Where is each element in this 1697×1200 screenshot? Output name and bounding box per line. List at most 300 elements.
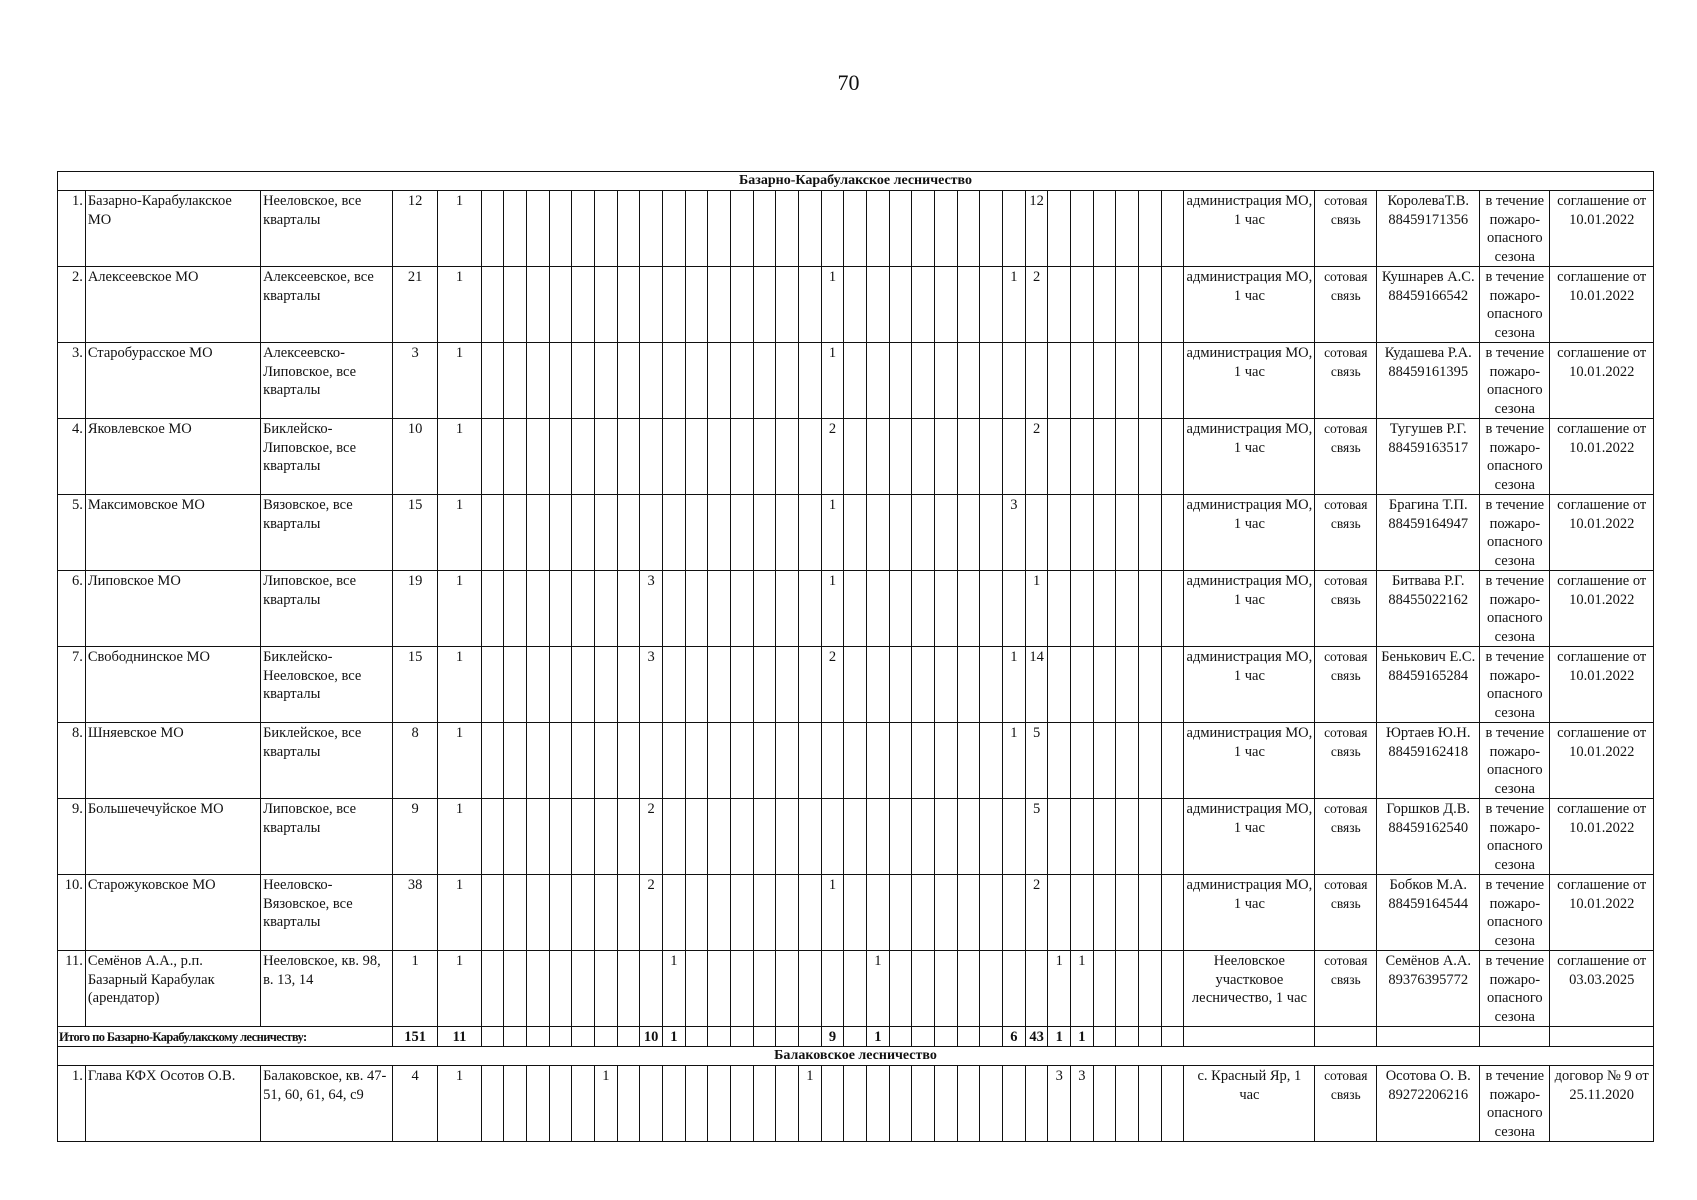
total-cell <box>617 1027 640 1047</box>
readiness-period: в течение пожаро-опасного сезона <box>1480 799 1550 875</box>
dispatch-org: администрация МО, 1 час <box>1184 419 1315 495</box>
equipment-cell <box>1093 951 1116 1027</box>
equipment-cell <box>549 799 572 875</box>
equipment-cell <box>594 951 617 1027</box>
equipment-cell <box>912 343 935 419</box>
equipment-cell <box>776 343 799 419</box>
equipment-cell <box>663 571 686 647</box>
section-header <box>58 172 1654 191</box>
equipment-cell <box>1139 419 1162 495</box>
equipment-cell <box>980 191 1003 267</box>
communication-type: сотовая связь <box>1315 191 1377 267</box>
equipment-cell <box>617 647 640 723</box>
equipment-cell <box>640 723 663 799</box>
people-count: 10 <box>393 419 438 495</box>
equipment-cell <box>1025 343 1048 419</box>
equipment-cell <box>549 267 572 343</box>
equipment-cell <box>957 1066 980 1142</box>
contact-person <box>1377 571 1480 647</box>
equipment-cell <box>1003 799 1026 875</box>
equipment-cell <box>617 799 640 875</box>
equipment-cell <box>708 875 731 951</box>
equipment-cell <box>912 1066 935 1142</box>
section-title: Базарно-Карабулакское лесничество <box>58 172 1654 191</box>
equipment-cell <box>1116 647 1139 723</box>
equipment-cell <box>844 419 867 495</box>
total-cell <box>844 1027 867 1047</box>
equipment-cell <box>481 343 504 419</box>
equipment-cell <box>1048 799 1071 875</box>
location: Биклейское, все кварталы <box>261 723 393 799</box>
location: Биклейско-Липовское, все кварталы <box>261 419 393 495</box>
table-row <box>58 419 1654 495</box>
equipment-cell <box>844 875 867 951</box>
equipment-cell <box>1116 799 1139 875</box>
equipment-cell <box>912 495 935 571</box>
equipment-cell <box>1048 495 1071 571</box>
equipment-cell <box>799 191 822 267</box>
total-row <box>58 1027 1654 1047</box>
equipment-cell: 2 <box>640 799 663 875</box>
row-number: 7. <box>58 647 86 723</box>
equipment-cell <box>1093 723 1116 799</box>
readiness-period: в течение пожаро-опасного сезона <box>1480 419 1550 495</box>
equipment-cell <box>1161 419 1184 495</box>
equipment-cell <box>549 495 572 571</box>
equipment-cell <box>617 191 640 267</box>
unit-count: 1 <box>438 799 481 875</box>
equipment-cell <box>799 875 822 951</box>
equipment-cell <box>844 343 867 419</box>
equipment-cell <box>594 875 617 951</box>
equipment-cell <box>1048 647 1071 723</box>
equipment-cell <box>889 343 912 419</box>
equipment-cell <box>935 571 958 647</box>
equipment-cell <box>912 951 935 1027</box>
location: Алексеевское, все кварталы <box>261 267 393 343</box>
equipment-cell <box>481 267 504 343</box>
equipment-cell <box>572 191 595 267</box>
equipment-cell <box>526 875 549 951</box>
total-cell <box>980 1027 1003 1047</box>
dispatch-org: администрация МО, 1 час <box>1184 571 1315 647</box>
equipment-cell <box>1003 191 1026 267</box>
equipment-cell: 1 <box>1003 267 1026 343</box>
equipment-cell <box>935 875 958 951</box>
section-title: Балаковское лесничество <box>58 1047 1654 1066</box>
equipment-cell <box>708 647 731 723</box>
equipment-cell <box>594 495 617 571</box>
equipment-cell: 3 <box>1048 1066 1071 1142</box>
people-count: 21 <box>393 267 438 343</box>
equipment-cell <box>617 267 640 343</box>
equipment-cell <box>821 723 844 799</box>
equipment-cell <box>481 1066 504 1142</box>
equipment-cell <box>572 647 595 723</box>
people-count: 15 <box>393 647 438 723</box>
equipment-cell: 14 <box>1025 647 1048 723</box>
equipment-cell <box>799 647 822 723</box>
equipment-cell <box>957 723 980 799</box>
equipment-cell <box>867 495 890 571</box>
equipment-cell <box>776 267 799 343</box>
unit-count: 1 <box>438 875 481 951</box>
equipment-cell <box>957 875 980 951</box>
row-number: 2. <box>58 267 86 343</box>
equipment-cell <box>685 647 708 723</box>
equipment-cell <box>1071 495 1094 571</box>
equipment-cell <box>935 343 958 419</box>
equipment-cell <box>572 1066 595 1142</box>
equipment-cell <box>1161 267 1184 343</box>
equipment-cell <box>594 419 617 495</box>
equipment-cell <box>844 1066 867 1142</box>
equipment-cell <box>708 799 731 875</box>
equipment-cell <box>549 1066 572 1142</box>
equipment-cell <box>481 495 504 571</box>
equipment-cell <box>799 343 822 419</box>
table-row <box>58 951 1654 1027</box>
equipment-cell <box>1048 875 1071 951</box>
equipment-cell <box>617 875 640 951</box>
organization-name: Старожуковское МО <box>85 875 260 951</box>
equipment-cell <box>481 951 504 1027</box>
contact-phone: 88459171356 <box>1388 211 1469 228</box>
agreement: соглашение от 10.01.2022 <box>1550 723 1654 799</box>
equipment-cell <box>526 191 549 267</box>
dispatch-org: администрация МО, 1 час <box>1184 723 1315 799</box>
contact-phone: 88459164544 <box>1388 895 1469 912</box>
equipment-cell <box>663 419 686 495</box>
equipment-cell: 3 <box>1003 495 1026 571</box>
equipment-cell <box>731 191 754 267</box>
row-number: 1. <box>58 1066 86 1142</box>
equipment-cell <box>912 571 935 647</box>
equipment-cell: 2 <box>821 419 844 495</box>
equipment-cell <box>1071 723 1094 799</box>
equipment-cell <box>504 951 527 1027</box>
equipment-cell <box>753 951 776 1027</box>
people-count: 8 <box>393 723 438 799</box>
equipment-cell <box>685 495 708 571</box>
contact-phone: 88459164947 <box>1388 515 1469 532</box>
equipment-cell <box>708 571 731 647</box>
equipment-cell <box>821 1066 844 1142</box>
contact-phone: 88459166542 <box>1388 287 1469 304</box>
equipment-cell <box>1116 267 1139 343</box>
total-people: 151 <box>393 1027 438 1047</box>
readiness-period: в течение пожаро-опасного сезона <box>1480 647 1550 723</box>
table-row <box>58 799 1654 875</box>
organization-name: Шняевское МО <box>85 723 260 799</box>
equipment-cell <box>844 647 867 723</box>
equipment-cell <box>867 419 890 495</box>
equipment-cell <box>663 267 686 343</box>
row-number: 1. <box>58 191 86 267</box>
equipment-cell <box>753 343 776 419</box>
equipment-cell <box>935 723 958 799</box>
agreement: соглашение от 10.01.2022 <box>1550 191 1654 267</box>
equipment-cell <box>640 191 663 267</box>
equipment-cell <box>481 571 504 647</box>
equipment-cell <box>844 723 867 799</box>
equipment-cell <box>1071 875 1094 951</box>
contact-person <box>1377 419 1480 495</box>
total-empty-cell <box>1377 1027 1480 1047</box>
equipment-cell <box>1048 419 1071 495</box>
equipment-cell <box>957 571 980 647</box>
dispatch-org: администрация МО, 1 час <box>1184 875 1315 951</box>
equipment-cell <box>867 875 890 951</box>
equipment-cell <box>1139 951 1162 1027</box>
equipment-cell: 1 <box>1003 647 1026 723</box>
unit-count: 1 <box>438 1066 481 1142</box>
equipment-cell: 1 <box>821 343 844 419</box>
row-number: 8. <box>58 723 86 799</box>
total-cell <box>753 1027 776 1047</box>
equipment-cell <box>1048 343 1071 419</box>
equipment-cell <box>753 1066 776 1142</box>
table-row <box>58 1066 1654 1142</box>
equipment-cell <box>821 191 844 267</box>
equipment-cell <box>481 419 504 495</box>
equipment-cell <box>572 799 595 875</box>
equipment-cell <box>980 951 1003 1027</box>
equipment-cell <box>1116 419 1139 495</box>
equipment-cell <box>526 495 549 571</box>
equipment-cell <box>1048 191 1071 267</box>
equipment-cell <box>685 799 708 875</box>
equipment-cell <box>935 951 958 1027</box>
equipment-cell <box>935 647 958 723</box>
equipment-cell <box>935 495 958 571</box>
agreement: соглашение от 10.01.2022 <box>1550 343 1654 419</box>
location: Липовское, все кварталы <box>261 571 393 647</box>
contact-name: Кушнарев А.С. <box>1381 269 1475 285</box>
agreement: соглашение от 10.01.2022 <box>1550 647 1654 723</box>
location: Нееловское, все кварталы <box>261 191 393 267</box>
row-number: 6. <box>58 571 86 647</box>
readiness-period: в течение пожаро-опасного сезона <box>1480 1066 1550 1142</box>
equipment-cell <box>708 267 731 343</box>
equipment-cell <box>1093 799 1116 875</box>
equipment-cell <box>1093 495 1116 571</box>
equipment-cell <box>844 495 867 571</box>
equipment-cell: 2 <box>821 647 844 723</box>
total-cell: 1 <box>867 1027 890 1047</box>
equipment-cell <box>799 951 822 1027</box>
equipment-cell <box>957 267 980 343</box>
unit-count: 1 <box>438 419 481 495</box>
equipment-cell <box>1116 1066 1139 1142</box>
contact-person <box>1377 267 1480 343</box>
equipment-cell: 1 <box>821 875 844 951</box>
equipment-cell <box>935 799 958 875</box>
page-number: 70 <box>837 70 860 95</box>
equipment-cell <box>708 495 731 571</box>
communication-type: сотовая связь <box>1315 951 1377 1027</box>
equipment-cell <box>1071 343 1094 419</box>
contact-phone: 88459163517 <box>1388 439 1469 456</box>
equipment-cell <box>844 191 867 267</box>
equipment-cell <box>594 723 617 799</box>
equipment-cell <box>572 343 595 419</box>
equipment-cell <box>912 875 935 951</box>
communication-type: сотовая связь <box>1315 1066 1377 1142</box>
equipment-cell <box>617 419 640 495</box>
equipment-cell <box>912 191 935 267</box>
equipment-cell <box>617 1066 640 1142</box>
equipment-cell <box>867 647 890 723</box>
total-cell <box>594 1027 617 1047</box>
equipment-cell <box>1003 951 1026 1027</box>
equipment-cell <box>1139 267 1162 343</box>
equipment-cell: 2 <box>1025 419 1048 495</box>
readiness-period: в течение пожаро-опасного сезона <box>1480 723 1550 799</box>
equipment-cell <box>617 495 640 571</box>
agreement: соглашение от 10.01.2022 <box>1550 571 1654 647</box>
dispatch-org: администрация МО, 1 час <box>1184 495 1315 571</box>
contact-phone: 89376395772 <box>1388 971 1469 988</box>
total-cell <box>799 1027 822 1047</box>
total-empty-cell <box>1184 1027 1315 1047</box>
equipment-cell <box>504 1066 527 1142</box>
total-units: 11 <box>438 1027 481 1047</box>
equipment-cell <box>731 1066 754 1142</box>
equipment-cell <box>889 571 912 647</box>
people-count: 38 <box>393 875 438 951</box>
equipment-cell <box>640 1066 663 1142</box>
dispatch-org: администрация МО, 1 час <box>1184 191 1315 267</box>
equipment-cell <box>799 799 822 875</box>
equipment-cell <box>685 419 708 495</box>
contact-phone: 88459162418 <box>1388 743 1469 760</box>
equipment-cell <box>663 343 686 419</box>
people-count: 4 <box>393 1066 438 1142</box>
equipment-cell <box>1139 875 1162 951</box>
equipment-cell <box>957 647 980 723</box>
row-number: 9. <box>58 799 86 875</box>
equipment-cell: 1 <box>1003 723 1026 799</box>
location: Биклейско-Нееловское, все кварталы <box>261 647 393 723</box>
equipment-cell <box>957 343 980 419</box>
total-cell <box>1161 1027 1184 1047</box>
organization-name: Свободнинское МО <box>85 647 260 723</box>
equipment-cell <box>1071 191 1094 267</box>
equipment-cell <box>731 799 754 875</box>
equipment-cell <box>867 343 890 419</box>
equipment-cell <box>685 875 708 951</box>
equipment-cell <box>663 875 686 951</box>
contact-person <box>1377 495 1480 571</box>
equipment-cell: 5 <box>1025 799 1048 875</box>
total-cell <box>1116 1027 1139 1047</box>
equipment-cell: 1 <box>821 571 844 647</box>
equipment-cell <box>708 343 731 419</box>
readiness-period: в течение пожаро-опасного сезона <box>1480 191 1550 267</box>
equipment-cell <box>957 191 980 267</box>
contact-person <box>1377 1066 1480 1142</box>
equipment-cell <box>776 571 799 647</box>
location: Вязовское, все кварталы <box>261 495 393 571</box>
equipment-cell <box>504 571 527 647</box>
equipment-cell <box>980 1066 1003 1142</box>
equipment-cell <box>1161 191 1184 267</box>
equipment-cell <box>957 419 980 495</box>
equipment-cell <box>1093 343 1116 419</box>
readiness-period: в течение пожаро-опасного сезона <box>1480 951 1550 1027</box>
equipment-cell <box>663 495 686 571</box>
equipment-cell: 12 <box>1025 191 1048 267</box>
equipment-cell <box>1093 1066 1116 1142</box>
table-row <box>58 571 1654 647</box>
equipment-cell <box>1093 647 1116 723</box>
unit-count: 1 <box>438 267 481 343</box>
equipment-cell <box>708 419 731 495</box>
equipment-cell <box>526 951 549 1027</box>
equipment-cell <box>572 419 595 495</box>
equipment-cell <box>867 799 890 875</box>
location: Алексеевско-Липовское, все кварталы <box>261 343 393 419</box>
equipment-cell <box>572 875 595 951</box>
equipment-cell <box>889 495 912 571</box>
agreement: договор № 9 от 25.11.2020 <box>1550 1066 1654 1142</box>
agreement: соглашение от 10.01.2022 <box>1550 419 1654 495</box>
total-cell: 10 <box>640 1027 663 1047</box>
equipment-cell <box>526 1066 549 1142</box>
equipment-cell <box>1139 343 1162 419</box>
equipment-cell: 1 <box>1071 951 1094 1027</box>
people-count: 15 <box>393 495 438 571</box>
equipment-cell <box>663 191 686 267</box>
table-row <box>58 191 1654 267</box>
row-number: 3. <box>58 343 86 419</box>
equipment-cell <box>1071 799 1094 875</box>
equipment-cell: 3 <box>1071 1066 1094 1142</box>
equipment-cell <box>504 343 527 419</box>
total-cell <box>731 1027 754 1047</box>
equipment-cell <box>1116 951 1139 1027</box>
equipment-cell <box>504 647 527 723</box>
total-cell: 1 <box>1048 1027 1071 1047</box>
equipment-cell <box>1161 495 1184 571</box>
contact-name: Семёнов А.А. <box>1385 953 1472 969</box>
equipment-cell <box>753 799 776 875</box>
equipment-cell: 1 <box>867 951 890 1027</box>
equipment-cell <box>844 799 867 875</box>
equipment-cell <box>1071 647 1094 723</box>
equipment-cell <box>549 419 572 495</box>
equipment-cell <box>1048 723 1071 799</box>
contact-name: Брагина Т.П. <box>1388 497 1468 513</box>
equipment-cell <box>957 951 980 1027</box>
communication-type: сотовая связь <box>1315 875 1377 951</box>
equipment-cell <box>867 571 890 647</box>
equipment-cell <box>912 647 935 723</box>
total-cell <box>708 1027 731 1047</box>
equipment-cell <box>663 723 686 799</box>
equipment-cell <box>481 875 504 951</box>
equipment-cell <box>594 799 617 875</box>
equipment-cell <box>572 951 595 1027</box>
equipment-cell <box>617 723 640 799</box>
equipment-cell: 1 <box>1048 951 1071 1027</box>
equipment-cell <box>776 419 799 495</box>
equipment-cell <box>617 343 640 419</box>
agreement: соглашение от 10.01.2022 <box>1550 495 1654 571</box>
equipment-cell <box>1003 571 1026 647</box>
contact-name: Битвава Р.Г. <box>1392 573 1465 589</box>
